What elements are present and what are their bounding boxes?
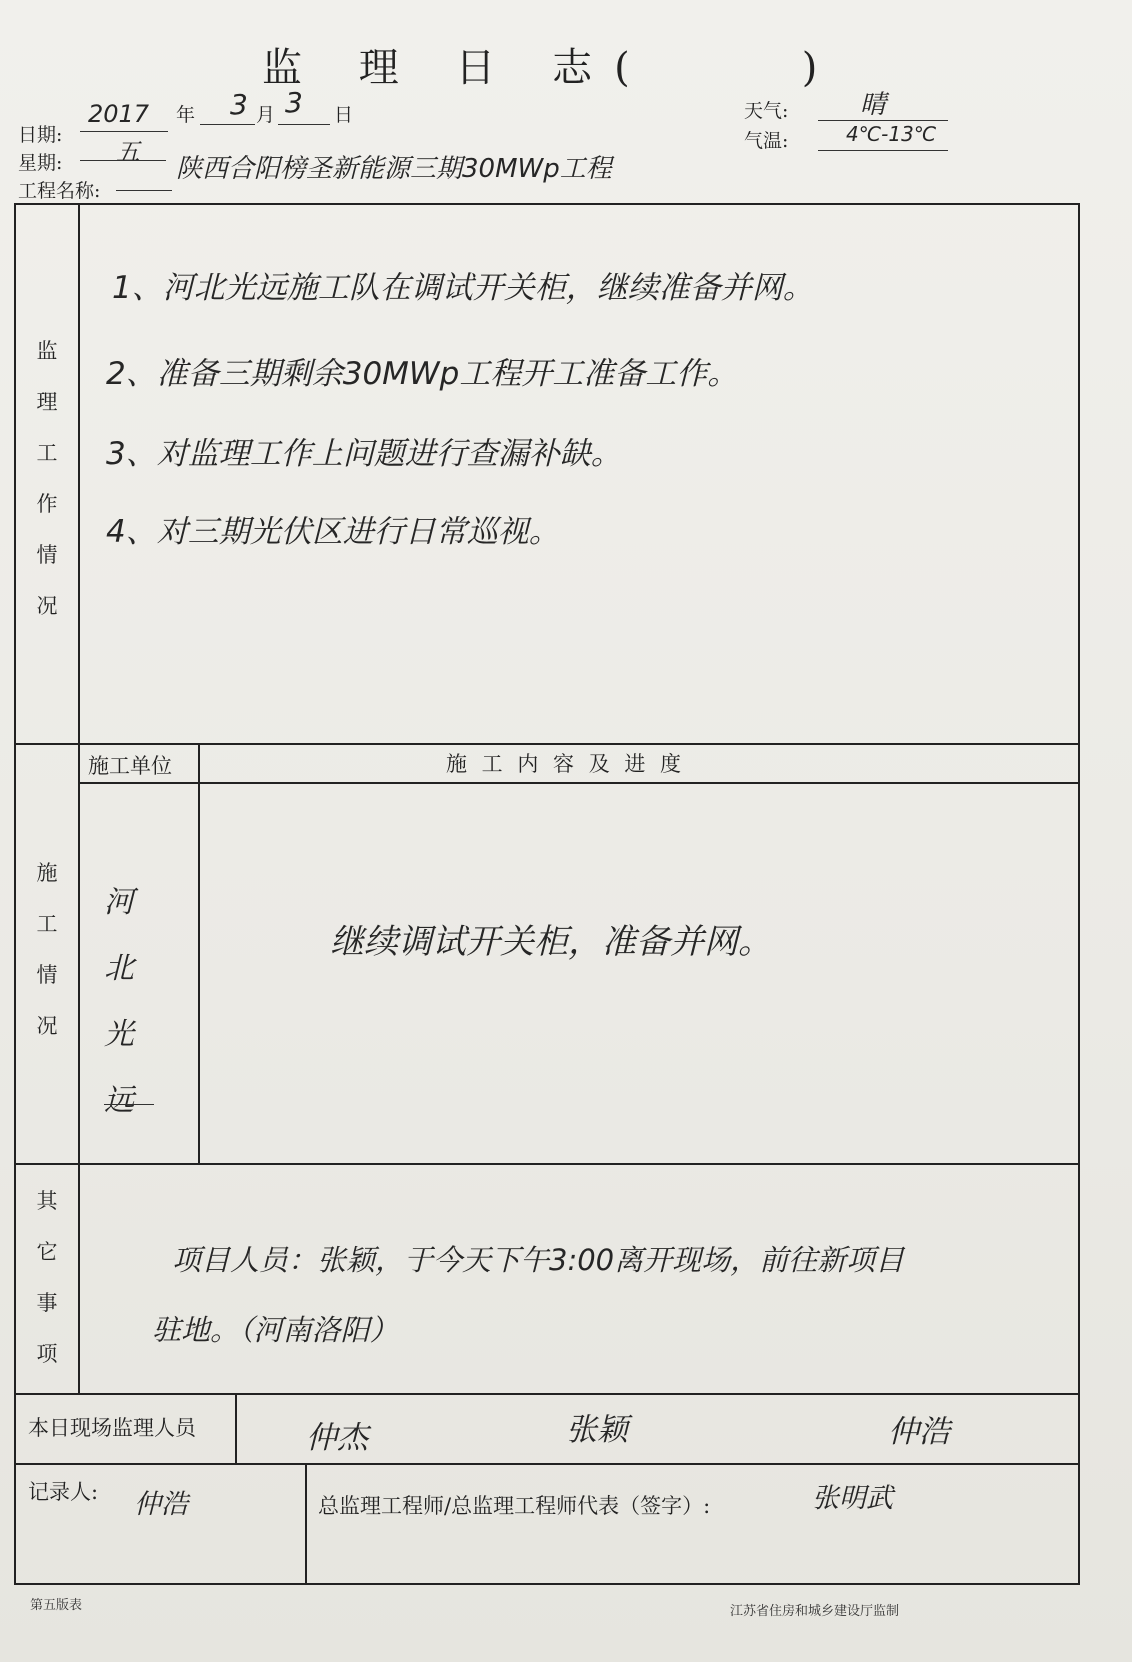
other-section-label: 其 它 事 项	[36, 1189, 58, 1366]
unit-underline	[104, 1104, 154, 1105]
date-day-underline	[278, 124, 330, 125]
year-label: 年	[176, 104, 196, 126]
recorder-signature: 仲浩	[134, 1489, 188, 1520]
recorder-label: 记录人:	[28, 1480, 99, 1504]
date-month-underline	[200, 124, 255, 125]
weekday-value: 五	[116, 138, 140, 166]
section-divider-h1	[14, 743, 1080, 745]
month-label: 月	[256, 104, 276, 126]
date-year: 2017	[88, 100, 150, 128]
title-close: )	[801, 45, 840, 91]
temp-label: 气温:	[744, 130, 789, 152]
construction-header-divider	[78, 782, 1080, 784]
issuer-label: 江苏省住房和城乡建设厅监制	[730, 1604, 900, 1619]
staff-signature: 仲杰	[306, 1420, 368, 1456]
content-header: 施 工 内 容 及 进 度	[446, 752, 686, 776]
weekday-underline	[80, 160, 166, 161]
title-text: 监 理 日 志(	[262, 45, 652, 91]
weather-value: 晴	[860, 90, 887, 120]
weather-label: 天气:	[744, 100, 789, 122]
construction-content: 继续调试开关柜，准备并网。	[330, 922, 772, 962]
date-label: 日期:	[18, 124, 63, 146]
unit-column-divider	[198, 743, 200, 1163]
project-name: 陕西合阳榜圣新能源三期30MWp工程	[176, 154, 612, 184]
section-divider-v2	[78, 743, 80, 1163]
other-line: 驻地。（河南洛阳）	[152, 1313, 399, 1347]
staff-divider	[235, 1393, 237, 1463]
temp-underline	[818, 150, 948, 151]
recorder-divider	[305, 1463, 307, 1585]
staff-signature: 仲浩	[888, 1414, 950, 1450]
chief-label: 总监理工程师/总监理工程师代表（签字）:	[318, 1494, 711, 1518]
date-day: 3	[285, 86, 303, 119]
page-title	[262, 36, 839, 93]
other-line: 项目人员：张颖，于今天下午3:00离开现场，前往新项目	[172, 1243, 905, 1277]
section-divider-h2	[14, 1163, 1080, 1165]
supervision-item: 2、准备三期剩余30MWp工程开工准备工作。	[106, 356, 739, 392]
supervision-item: 3、对监理工作上问题进行查漏补缺。	[106, 436, 622, 472]
weather-underline	[818, 120, 948, 121]
construction-section-label: 施 工 情 况	[36, 861, 58, 1038]
section-divider-v1	[78, 203, 80, 743]
unit-header: 施工单位	[88, 754, 172, 778]
supervision-section-label: 监 理 工 作 情 况	[36, 339, 58, 618]
chief-signature: 张明武	[812, 1483, 893, 1514]
temp-value: 4℃-13℃	[846, 122, 937, 146]
log-table	[14, 203, 1080, 1585]
section-divider-h4	[14, 1463, 1080, 1465]
section-divider-v3	[78, 1163, 80, 1393]
project-underline	[116, 190, 172, 191]
section-divider-h3	[14, 1393, 1080, 1395]
weekday-label: 星期:	[18, 152, 63, 174]
staff-signature: 张颖	[566, 1412, 628, 1448]
project-label: 工程名称:	[18, 180, 101, 202]
construction-unit: 河 北 光 远	[104, 885, 134, 1118]
edition-label: 第五版表	[30, 1598, 83, 1613]
day-label: 日	[334, 104, 354, 126]
staff-label: 本日现场监理人员	[28, 1416, 196, 1440]
supervision-item: 1、河北光远施工队在调试开关柜，继续准备并网。	[112, 270, 814, 306]
supervision-item: 4、对三期光伏区进行日常巡视。	[106, 514, 560, 550]
date-month: 3	[230, 88, 248, 121]
